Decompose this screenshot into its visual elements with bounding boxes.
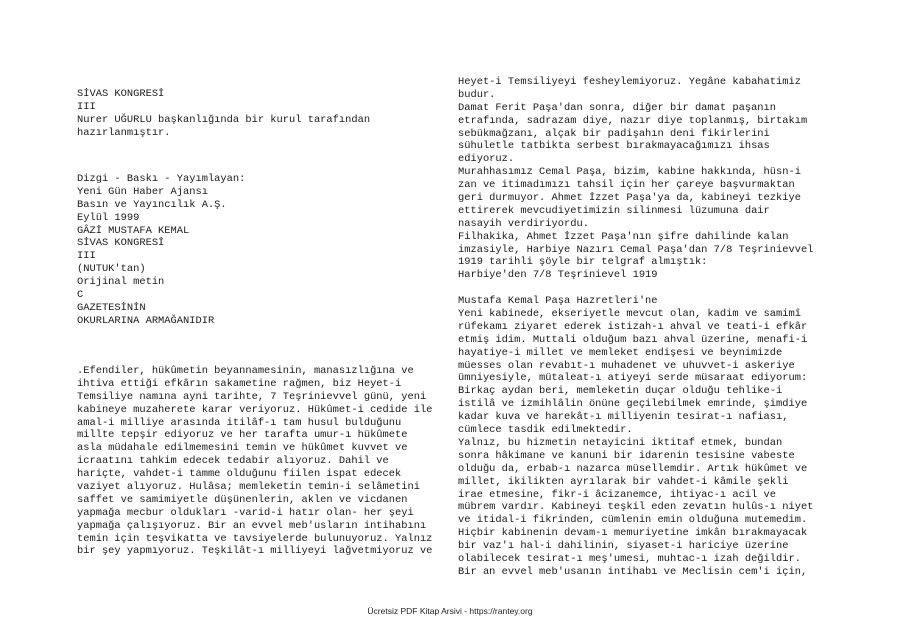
text-line: asla müdahale edilmemesini temin ve hükûmet kuvvet ve [77, 442, 408, 455]
text-line [458, 282, 813, 295]
text-line: yapmağa mecbur oldukları -varid-i hatır olan- her şeyi [77, 506, 414, 519]
text-line: millte tepşir ediyoruz ve her tarafta umur-ı hükûmete [77, 429, 408, 442]
text-line: hayatiye-i millet ve memleket endişesi ve beynimizde [458, 346, 783, 359]
text-line: Hiçbir kabinenin devam-ı memuriyetine imkân bırakmayacak [458, 527, 808, 540]
text-line: Yeni Gün Haber Ajansı [77, 185, 208, 198]
text-line: Mustafa Kemal Paşa Hazretleri'ne [458, 295, 658, 308]
text-line: (NUTUK'tan) [77, 263, 146, 276]
right-body-text [458, 76, 813, 579]
text-line: vaziyet alıyoruz. Hulâsa; memleketin temin-i selâmetini [77, 481, 420, 494]
text-line: etmiş idim. Muttali olduğum bazı ahval üzerine, menafi-i [458, 333, 808, 346]
text-line: olduğu da, erbab-ı nazarca müsellemdir. Artık hükûmet ve [458, 462, 808, 475]
text-line: OKURLARINA ARMAĞANIDIR [77, 314, 215, 327]
text-line: bir vaz'ı hal-i dahilinin, siyaset-i hariciye üzerine [458, 540, 789, 553]
text-line: Filhakika, Ahmet İzzet Paşa'nın şifre dahilinde kalan [458, 230, 789, 243]
text-line: 1919 tarihli şöyle bir telgraf almıştık: [458, 256, 708, 269]
text-line: ettirerek mevcudiyetimizin silinmesi lüzumuna dair [458, 204, 770, 217]
text-line: nasayih verdiriyordu. [458, 217, 589, 230]
text-line: Orijinal metin [77, 276, 165, 289]
text-line: rüfekamı ziyaret ederek istizah-ı ahval ve teati-i efkâr [458, 320, 808, 333]
text-line: ve itidal-i fikrinden, cümlenin emin olduğuna mutemedim. [458, 514, 808, 527]
text-line: cümlece tasdik edilmektedir. [458, 424, 633, 437]
text-line: irae etmesine, fikr-i âcizanemce, ihtiyac-ı acil ve [458, 488, 777, 501]
text-line: C [77, 289, 84, 302]
text-line: GAZETESİNİN [77, 301, 146, 314]
text-line: icraatını tahkim edecek tedabir alıyoruz. Dahil ve [77, 455, 389, 468]
text-line: III [77, 250, 96, 263]
text-line: sühuletle tatbikta serbest bırakmayacağımızı ihsas [458, 140, 770, 153]
text-line: sebükmağzanı, alçak bir padişahın deni fikirlerini [458, 127, 770, 140]
text-line: Dizgi - Baskı - Yayımlayan: [77, 173, 246, 185]
text-line: ediyoruz. [458, 153, 515, 166]
text-line: istilâ ve izmihlâlin önüne geçilebilmek emrinde, şimdiye [458, 398, 808, 411]
text-line: kadar kuva ve harekât-ı milliyenin tesirat-ı nafiası, [458, 411, 789, 424]
left-body-text [77, 365, 432, 558]
text-line: müesses olan revabıt-ı muhadenet ve uhuvvet-i askeriye [458, 359, 795, 372]
text-line: Bir an evvel meb'usanın intihabı ve Meclisin cem'i için, [458, 565, 808, 578]
text-line: saffet ve samimiyetle düşünenlerin, aklen ve vicdanen [77, 493, 408, 506]
text-line: Heyet-i Temsiliyeyi fesheylemiyoruz. Yegâne kabahatimiz [458, 76, 801, 88]
text-line: bir şey yapmıyoruz. Teşkilât-ı milliyeyi lağvetmiyoruz ve [77, 545, 433, 558]
text-line: GÂZİ MUSTAFA KEMAL [77, 224, 190, 237]
text-line: yapmağa çalışıyoruz. Bir an evvel meb'usların intihabını [77, 519, 427, 532]
text-line: Harbiye'den 7/8 Teşrinievel 1919 [458, 269, 658, 282]
footer-text: Ücretsiz PDF Kitap Arsivi - https://rantey.org [367, 606, 533, 616]
text-line: budur. [458, 88, 496, 101]
text-line: mübrem vardır. Kabineyi teşkil eden zevatın hulûs-ı niyet [458, 501, 814, 514]
text-line: hazırlanmıştır. [77, 126, 171, 139]
text-line: ihtiva ettiği efkârın sakametine rağmen, biz Heyet-i [77, 377, 402, 390]
text-line: geri durmuyor. Ahmet İzzet Paşa'ya da, kabineyi tezkiye [458, 192, 801, 205]
text-line: kabineye muzaherete karar veriyoruz. Hükûmet-i cedide ile [77, 403, 433, 416]
text-line: olabilecek tesirat-ı meş'umesi, muhtac-ı izah değildir. [458, 552, 801, 565]
title-block [77, 88, 370, 140]
text-line: hariçte, vahdet-i tamme olduğunu fiilen ispat edecek [77, 468, 402, 481]
text-line: etrafında, sadrazam diye, nazır diye toplanmış, birtakım [458, 114, 808, 127]
text-line: Damat Ferit Paşa'dan sonra, diğer bir damat paşanın [458, 101, 777, 114]
text-line: Nurer UĞURLU başkanlığında bir kurul tarafından [77, 113, 371, 126]
text-line: amal-i milliye arasında itilâf-ı tam husul bulduğunu [77, 416, 402, 429]
text-line: Birkaç aydan beri, memleketin duçar olduğu tehlike-i [458, 385, 783, 398]
text-line: ümniyesiyle, mütaleat-ı atiyeyi serde müsaraat ediyorum: [458, 372, 808, 385]
text-line: Eylül 1999 [77, 211, 140, 224]
text-line: sonra hâkimane ve kanuni bir idarenin tesisine vabeste [458, 449, 795, 462]
text-line: zan ve itimadımızı tahsil için her çareye başvurmaktan [458, 179, 795, 192]
text-line: Murahhasımız Cemal Paşa, bizim, kabine hakkında, hüsn-i [458, 166, 801, 179]
text-line: Temsiliye namına ayni tarihte, 7 Teşrinievvel günü, yeni [77, 390, 427, 403]
text-line: Basın ve Yayıncılık A.Ş. [77, 198, 227, 211]
text-line: millet, ikilikten ayrılarak bir vahdet-i kâmile şekli [458, 475, 789, 488]
text-line: Yalnız, bu hizmetin netayicini iktitaf etmek, bundan [458, 436, 783, 449]
text-line: SİVAS KONGRESİ [77, 237, 165, 250]
text-line: temin için teşvikatta ve tavsiyelerde bulunuyoruz. Yalnız [77, 532, 433, 545]
text-line: .Efendiler, hükûmetin beyannamesinin, manasızlığına ve [77, 365, 414, 377]
text-line: Yeni kabinede, ekseriyetle mevcut olan, kadim ve samimî [458, 308, 801, 321]
text-line: SİVAS KONGRESİ [77, 88, 165, 100]
text-line: imzasiyle, Harbiye Nazırı Cemal Paşa'dan 7/8 Teşrinievvel [458, 243, 814, 256]
text-line: III [77, 100, 96, 113]
publisher-block [77, 173, 245, 328]
